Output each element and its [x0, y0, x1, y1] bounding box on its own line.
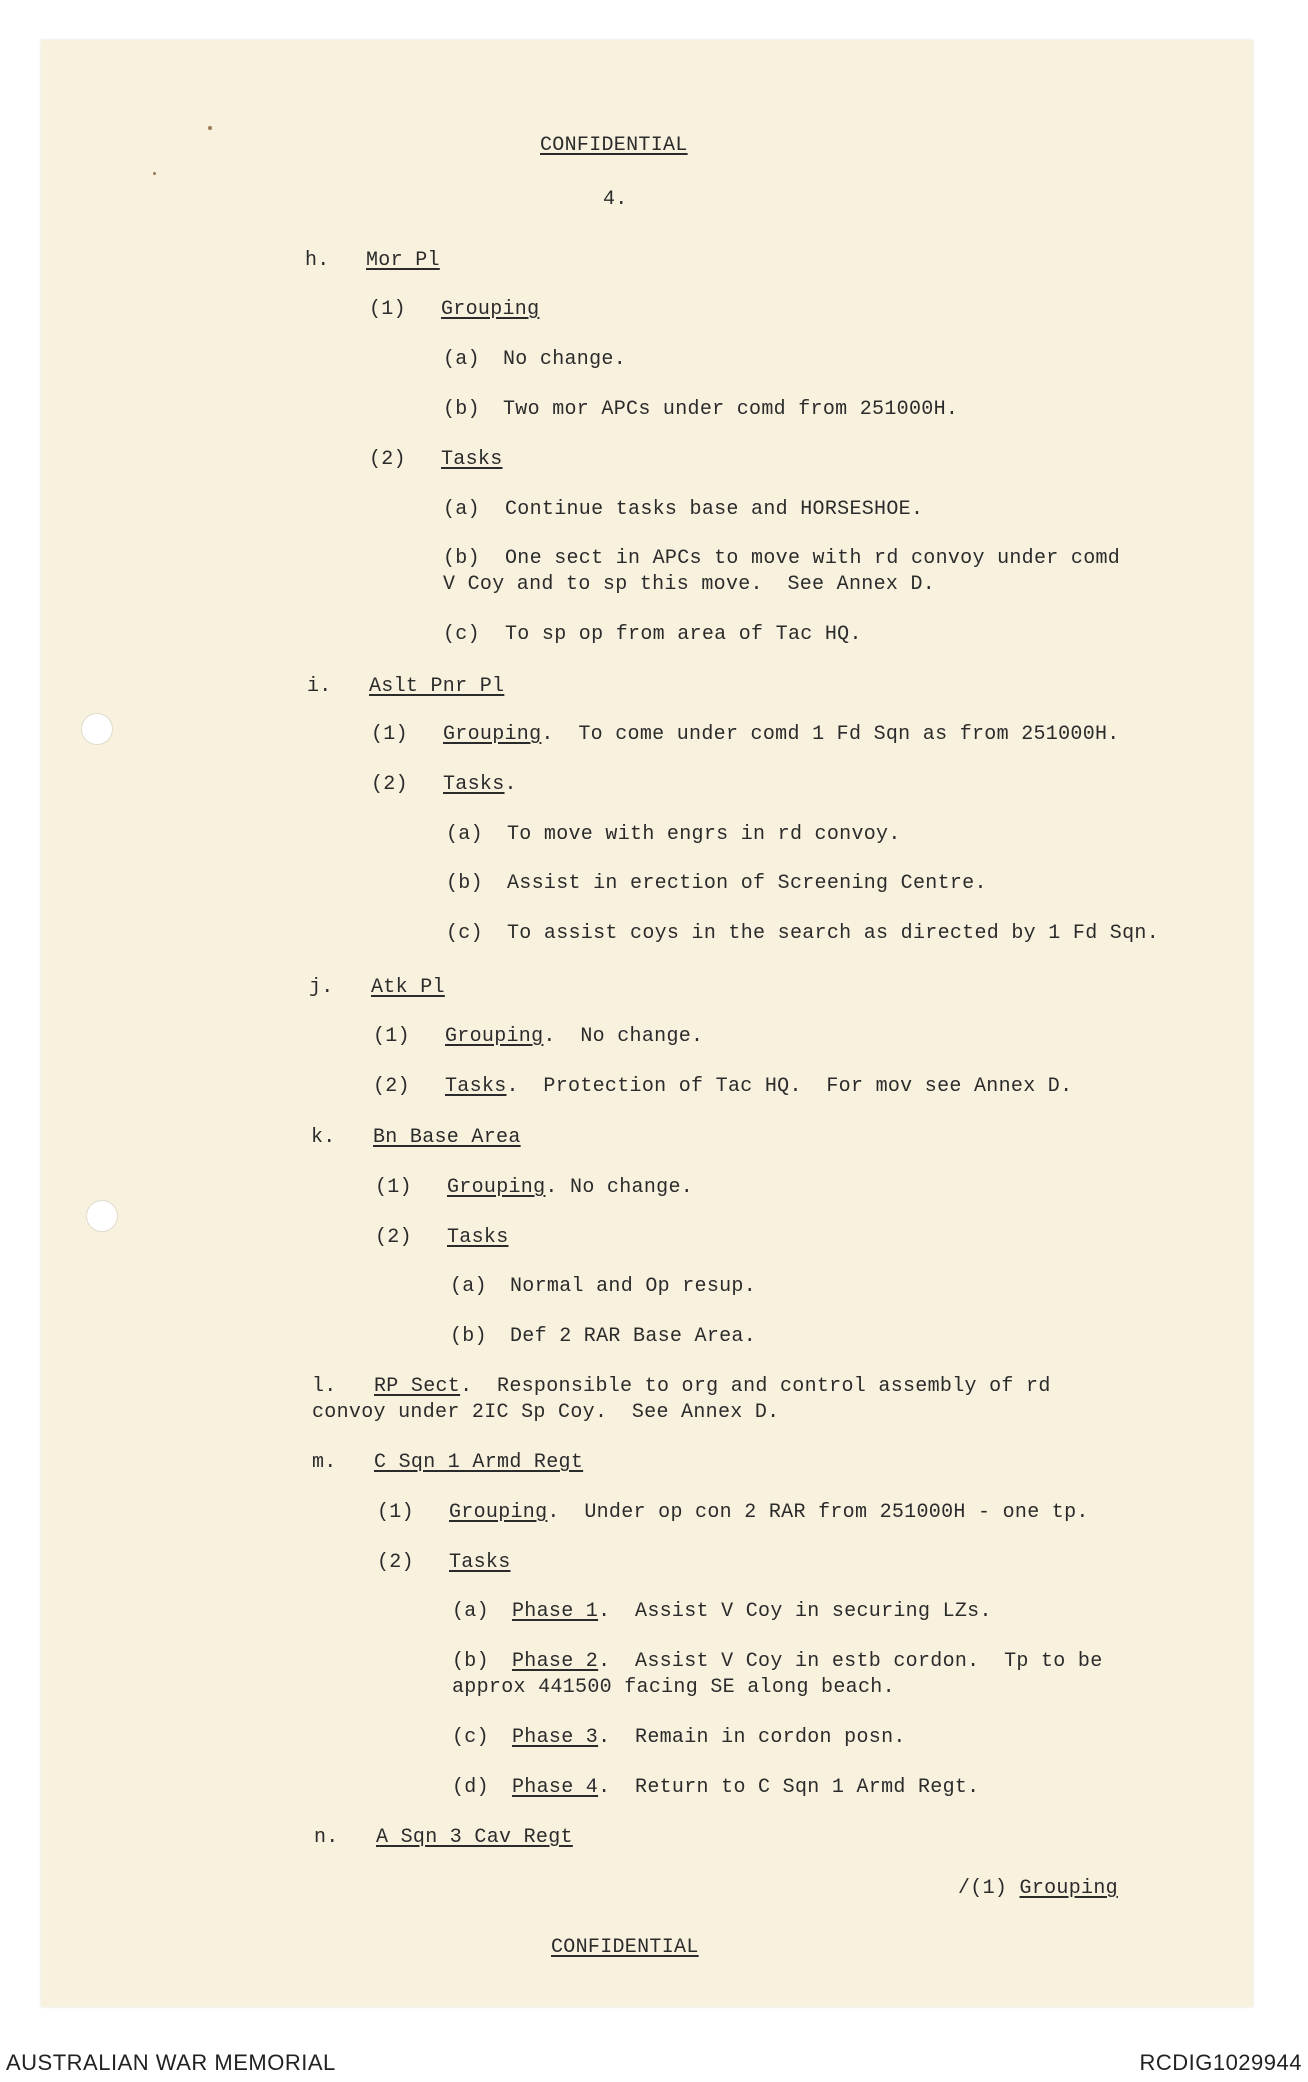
sub-heading: Tasks — [447, 1226, 509, 1249]
sub-line — [445, 1024, 703, 1050]
para-letter: i. — [307, 675, 332, 698]
item-text: To assist coys in the search as directed by 1 Fd Sqn. — [507, 922, 1160, 945]
paper-speck — [153, 172, 156, 175]
item-number: (c) — [452, 1726, 489, 1749]
page-number: 4. — [603, 188, 628, 211]
item-text: Normal and Op resup. — [510, 1275, 757, 1298]
item-number: (b) — [452, 1650, 489, 1673]
item-number: (a) — [450, 1275, 487, 1298]
para-title: A Sqn 3 Cav Regt — [376, 1826, 573, 1849]
sub-heading: Tasks — [441, 448, 503, 471]
sub-heading: Grouping — [449, 1501, 548, 1524]
para-title: Atk Pl — [371, 976, 445, 999]
archive-id: RCDIG1029944 — [1139, 2050, 1302, 2075]
sub-heading: Grouping — [443, 723, 542, 746]
item-line — [512, 1649, 1103, 1675]
para-letter: h. — [305, 249, 330, 272]
sub-number: (1) — [369, 298, 406, 321]
punch-hole — [86, 1200, 118, 1232]
sub-heading: Grouping — [441, 298, 540, 321]
item-text: One sect in APCs to move with rd convoy under comd — [505, 547, 1121, 570]
sub-heading: Grouping — [447, 1176, 546, 1199]
continuation-label: Grouping — [1019, 1877, 1118, 1900]
item-text: To sp op from area of Tac HQ. — [505, 623, 862, 646]
para-letter: n. — [314, 1826, 339, 1849]
item-number: (c) — [446, 922, 483, 945]
para-text: . Responsible to org and control assembly of rd — [460, 1375, 1051, 1398]
item-number: (b) — [446, 872, 483, 895]
sub-number: (1) — [373, 1025, 410, 1048]
continuation-prefix: /(1) — [958, 1877, 1020, 1900]
item-text: . Return to C Sqn 1 Armd Regt. — [598, 1776, 980, 1799]
sub-line — [443, 772, 517, 798]
sub-number: (2) — [375, 1226, 412, 1249]
para-line — [374, 1374, 1051, 1400]
item-text: . Assist V Coy in estb cordon. Tp to be — [598, 1650, 1103, 1673]
para-letter: k. — [311, 1126, 336, 1149]
item-number: (a) — [443, 498, 480, 521]
para-title: RP Sect — [374, 1375, 461, 1398]
item-number: (d) — [452, 1776, 489, 1799]
para-letter: l. — [312, 1375, 337, 1398]
item-text: V Coy and to sp this move. See Annex D. — [443, 573, 936, 596]
item-text: Assist in erection of Screening Centre. — [507, 872, 987, 895]
item-number: (b) — [443, 547, 480, 570]
sub-number: (1) — [375, 1176, 412, 1199]
para-title: Mor Pl — [366, 249, 440, 272]
item-number: (c) — [443, 623, 480, 646]
item-line — [512, 1599, 992, 1625]
sub-number: (1) — [371, 723, 408, 746]
phase-label: Phase 4 — [512, 1776, 599, 1799]
sub-number: (2) — [377, 1551, 414, 1574]
sub-number: (2) — [369, 448, 406, 471]
sub-number: (2) — [373, 1075, 410, 1098]
punch-hole — [81, 713, 113, 745]
para-title: Aslt Pnr Pl — [369, 675, 505, 698]
phase-label: Phase 3 — [512, 1726, 599, 1749]
item-text: Def 2 RAR Base Area. — [510, 1325, 757, 1348]
sub-line — [449, 1500, 1089, 1526]
sub-text: . — [504, 773, 517, 796]
item-text: No change. — [503, 348, 627, 371]
item-number: (a) — [443, 348, 480, 371]
paper-speck — [208, 126, 212, 130]
item-text: . Remain in cordon posn. — [598, 1726, 906, 1749]
item-number: (b) — [450, 1325, 487, 1348]
sub-heading: Tasks — [443, 773, 505, 796]
para-text: convoy under 2IC Sp Coy. See Annex D. — [312, 1401, 780, 1424]
para-title: Bn Base Area — [373, 1126, 521, 1149]
item-text: . Assist V Coy in securing LZs. — [598, 1600, 992, 1623]
sub-number: (1) — [377, 1501, 414, 1524]
item-number: (b) — [443, 398, 480, 421]
item-line — [512, 1775, 980, 1801]
sub-line — [445, 1074, 1072, 1100]
archive-credit: AUSTRALIAN WAR MEMORIAL — [6, 2050, 336, 2075]
sub-text: . Under op con 2 RAR from 251000H - one tp. — [547, 1501, 1089, 1524]
para-title: C Sqn 1 Armd Regt — [374, 1451, 584, 1474]
sub-text: . To come under comd 1 Fd Sqn as from 251000H. — [541, 723, 1120, 746]
item-text: approx 441500 facing SE along beach. — [452, 1676, 895, 1699]
sub-line — [447, 1175, 693, 1201]
sub-heading: Grouping — [445, 1025, 544, 1048]
item-text: Continue tasks base and HORSESHOE. — [505, 498, 924, 521]
sub-text: . Protection of Tac HQ. For mov see Annex D. — [506, 1075, 1073, 1098]
sub-heading: Tasks — [445, 1075, 507, 1098]
continuation-line — [958, 1876, 1118, 1902]
phase-label: Phase 1 — [512, 1600, 599, 1623]
footer-classification: CONFIDENTIAL — [551, 1936, 699, 1959]
para-letter: m. — [312, 1451, 337, 1474]
para-letter: j. — [309, 976, 334, 999]
item-number: (a) — [446, 823, 483, 846]
item-number: (a) — [452, 1600, 489, 1623]
sub-number: (2) — [371, 773, 408, 796]
sub-text: . No change. — [543, 1025, 704, 1048]
sub-text: . No change. — [545, 1176, 694, 1199]
sub-heading: Tasks — [449, 1551, 511, 1574]
item-line — [512, 1725, 906, 1751]
sub-line — [443, 722, 1120, 748]
item-text: Two mor APCs under comd from 251000H. — [503, 398, 959, 421]
header-classification: CONFIDENTIAL — [540, 134, 688, 157]
phase-label: Phase 2 — [512, 1650, 599, 1673]
item-text: To move with engrs in rd convoy. — [507, 823, 901, 846]
